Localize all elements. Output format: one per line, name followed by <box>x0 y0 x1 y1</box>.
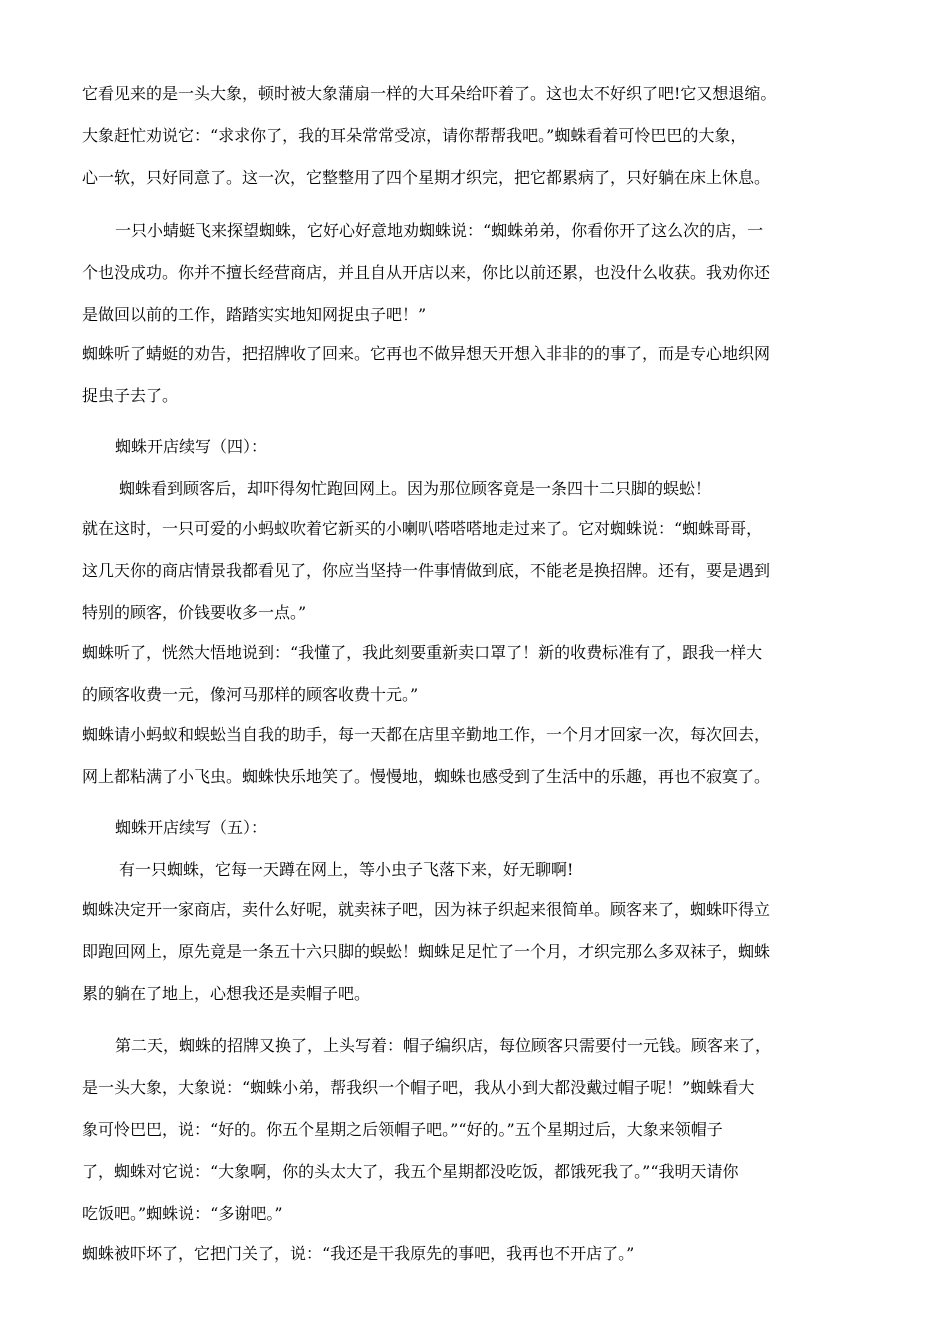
section-heading: 蜘蛛开店续写（五）： <box>115 818 268 837</box>
text-line: 它看见来的是一头大象，顿时被大象蒲扇一样的大耳朵给吓着了。这也太不好织了吧!它又想退缩。 <box>82 84 777 103</box>
text-line: 了，蜘蛛对它说：“大象啊，你的头太大了，我五个星期都没吃饭，都饿死我了。”“我明天请你 <box>82 1162 739 1181</box>
text-line: 蜘蛛听了，恍然大悟地说到：“我懂了，我此刻要重新卖口罩了！新的收费标准有了，跟我一样大 <box>82 643 763 662</box>
text-line: 有一只蜘蛛，它每一天蹲在网上，等小虫子飞落下来，好无聊啊! <box>119 860 574 879</box>
text-line: 累的躺在了地上，心想我还是卖帽子吧。 <box>82 984 371 1003</box>
text-line: 是一头大象，大象说：“蜘蛛小弟，帮我织一个帽子吧，我从小到大都没戴过帽子呢！”蜘蛛看大 <box>82 1078 755 1097</box>
text-line: 是做回以前的工作，踏踏实实地知网捉虫子吧！” <box>82 305 427 324</box>
text-line: 蜘蛛被吓坏了，它把门关了，说：“我还是干我原先的事吧，我再也不开店了。” <box>82 1244 635 1263</box>
text-line: 蜘蛛请小蚂蚁和蜈蚣当自我的助手，每一天都在店里辛勤地工作，一个月才回家一次，每次回去， <box>82 725 771 744</box>
text-line: 就在这时，一只可爱的小蚂蚁吹着它新买的小喇叭嗒嗒嗒地走过来了。它对蜘蛛说：“蜘蛛哥哥， <box>82 519 763 538</box>
text-line: 网上都粘满了小飞虫。蜘蛛快乐地笑了。慢慢地，蜘蛛也感受到了生活中的乐趣，再也不寂寞了。 <box>82 767 771 786</box>
text-line: 大象赶忙劝说它：“求求你了，我的耳朵常常受凉，请你帮帮我吧。”蜘蛛看着可怜巴巴的大象， <box>82 126 747 145</box>
text-line: 蜘蛛听了蜻蜓的劝告，把招牌收了回来。它再也不做异想天开想入非非的的事了，而是专心地织网 <box>82 344 771 363</box>
text-line: 捉虫子去了。 <box>82 386 179 405</box>
text-line: 蜘蛛决定开一家商店，卖什么好呢，就卖袜子吧，因为袜子织起来很简单。顾客来了，蜘蛛吓得立 <box>82 900 771 919</box>
text-line: 吃饭吧。”蜘蛛说：“多谢吧。” <box>82 1204 283 1223</box>
text-line: 心一软，只好同意了。这一次，它整整用了四个星期才织完，把它都累病了，只好躺在床上休息。 <box>82 168 771 187</box>
text-line: 第二天，蜘蛛的招牌又换了，上头写着：帽子编织店，每位顾客只需要付一元钱。顾客来了， <box>115 1036 772 1055</box>
section-heading: 蜘蛛开店续写（四）： <box>115 437 268 456</box>
text-line: 这几天你的商店情景我都看见了，你应当坚持一件事情做到底，不能老是换招牌。还有，要是遇到 <box>82 561 771 580</box>
text-line: 特别的顾客，价钱要收多一点。” <box>82 603 307 622</box>
text-line: 蜘蛛看到顾客后，却吓得匆忙跑回网上。因为那位顾客竟是一条四十二只脚的蜈蚣！ <box>119 479 712 498</box>
text-line: 个也没成功。你并不擅长经营商店，并且自从开店以来，你比以前还累，也没什么收获。我劝你还 <box>82 263 771 282</box>
text-line: 即跑回网上，原先竟是一条五十六只脚的蜈蚣！蜘蛛足足忙了一个月，才织完那么多双袜子，蜘蛛 <box>82 942 771 961</box>
text-line: 的顾客收费一元，像河马那样的顾客收费十元。” <box>82 685 419 704</box>
text-line: 象可怜巴巴，说：“好的。你五个星期之后领帽子吧。”“好的。”五个星期过后，大象来领帽子 <box>82 1120 723 1139</box>
text-line: 一只小蜻蜓飞来探望蜘蛛，它好心好意地劝蜘蛛说：“蜘蛛弟弟，你看你开了这么次的店，一 <box>115 221 764 240</box>
